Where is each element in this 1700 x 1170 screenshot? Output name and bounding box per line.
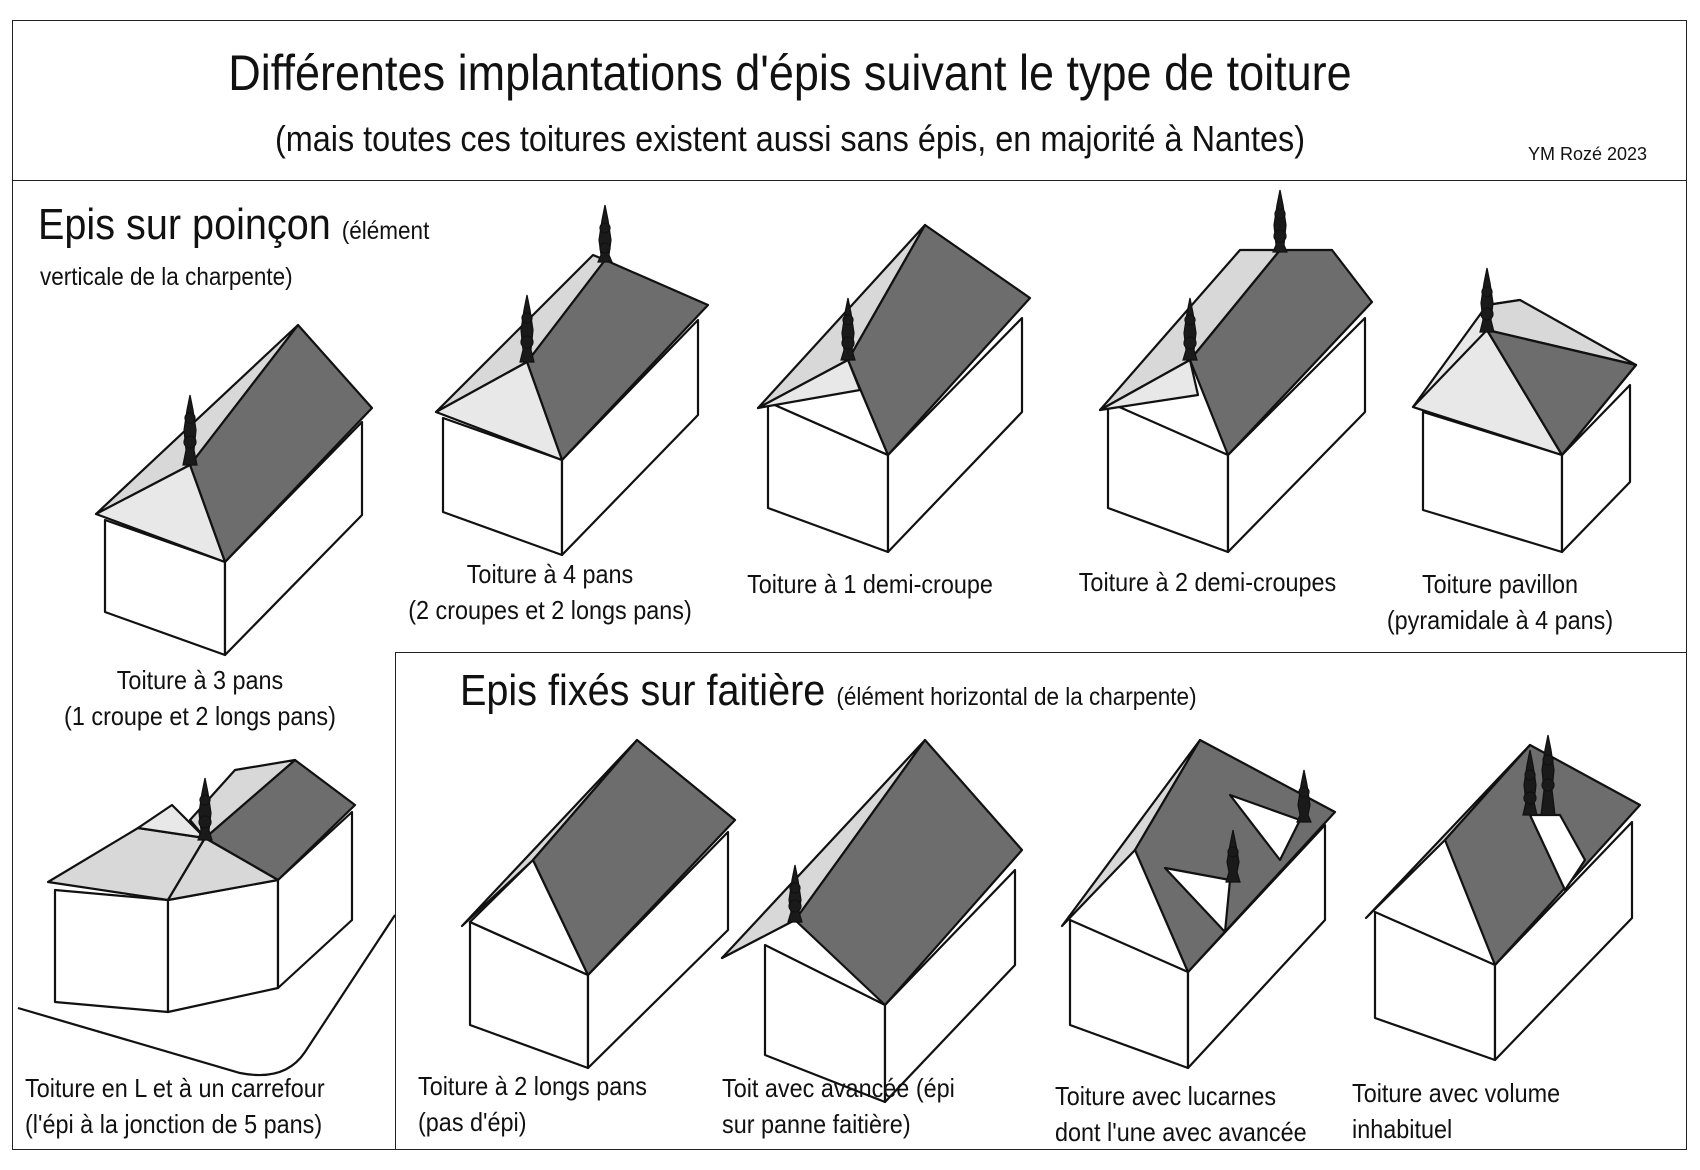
caption-two-longs-pans	[418, 1068, 647, 1140]
roof-two-longs-pans	[462, 740, 735, 1068]
caption-line: Toiture à 1 demi-croupe	[747, 569, 993, 599]
roof-volume	[1366, 735, 1640, 1060]
caption-line: inhabituel	[1352, 1114, 1453, 1144]
roof-avancee	[722, 740, 1022, 1102]
caption-line: Toiture à 4 pans	[466, 559, 634, 589]
caption-line: (pyramidale à 4 pans)	[1386, 605, 1614, 635]
roof-en-l	[18, 760, 395, 1075]
caption-line: Toiture en L et à un carrefour	[25, 1073, 325, 1103]
finial-spike-icon	[183, 395, 197, 465]
caption-pavillon	[1379, 566, 1622, 638]
author-credit: YM Rozé 2023	[1528, 144, 1648, 164]
caption-one-demi-croupe	[731, 566, 1010, 602]
caption-line: (pas d'épi)	[418, 1107, 527, 1137]
caption-line: Toiture à 3 pans	[116, 665, 284, 695]
caption-volume	[1352, 1075, 1560, 1147]
roof-one-demi-croupe	[758, 225, 1030, 552]
page-subtitle: (mais toutes ces toitures existent aussi sans épis, en majorité à Nantes)	[274, 118, 1306, 159]
caption-line: Toiture avec volume	[1352, 1078, 1561, 1108]
caption-line: (2 croupes et 2 longs pans)	[408, 595, 692, 625]
caption-line: Toiture à 2 demi-croupes	[1078, 567, 1337, 597]
caption-avancee	[722, 1070, 955, 1142]
section-poincon-note-line2: verticale de la charpente)	[40, 263, 293, 291]
roof-three-pans	[96, 325, 372, 655]
caption-line: Toiture à 2 longs pans	[418, 1071, 647, 1101]
section-faitiere-title: Epis fixés sur faitière	[460, 666, 826, 715]
page-title: Différentes implantations d'épis suivant le type de toiture	[228, 45, 1352, 101]
caption-line: (l'épi à la jonction de 5 pans)	[25, 1109, 323, 1139]
section-faitiere-note: (élément horizontal de la charpente)	[836, 683, 1197, 711]
section-poincon-note: (élément	[341, 217, 430, 245]
caption-three-pans	[43, 662, 358, 734]
finial-spike-icon	[1541, 735, 1555, 815]
section-poincon-title: Epis sur poinçon	[38, 200, 331, 249]
finial-spike-icon	[1480, 268, 1494, 332]
caption-line: Toiture pavillon	[1421, 569, 1579, 599]
caption-line: dont l'une avec avancée	[1055, 1117, 1307, 1147]
roof-four-pans	[436, 205, 708, 555]
roof-two-demi-croupes	[1100, 190, 1372, 552]
caption-line: Toiture avec lucarnes	[1055, 1081, 1277, 1111]
finial-spike-icon	[520, 295, 534, 362]
caption-two-demi-croupes	[1066, 564, 1350, 600]
roof-lucarnes	[1062, 740, 1335, 1068]
roof-pavillon	[1413, 268, 1636, 552]
caption-line: Toit avec avancée (épi	[722, 1073, 955, 1103]
caption-four-pans	[397, 556, 703, 628]
finial-spike-icon	[598, 205, 612, 262]
caption-lucarnes	[1055, 1078, 1307, 1150]
caption-en-l	[25, 1070, 325, 1142]
finial-spike-icon	[1273, 190, 1287, 252]
caption-line: sur panne faitière)	[722, 1109, 911, 1139]
caption-line: (1 croupe et 2 longs pans)	[64, 701, 336, 731]
